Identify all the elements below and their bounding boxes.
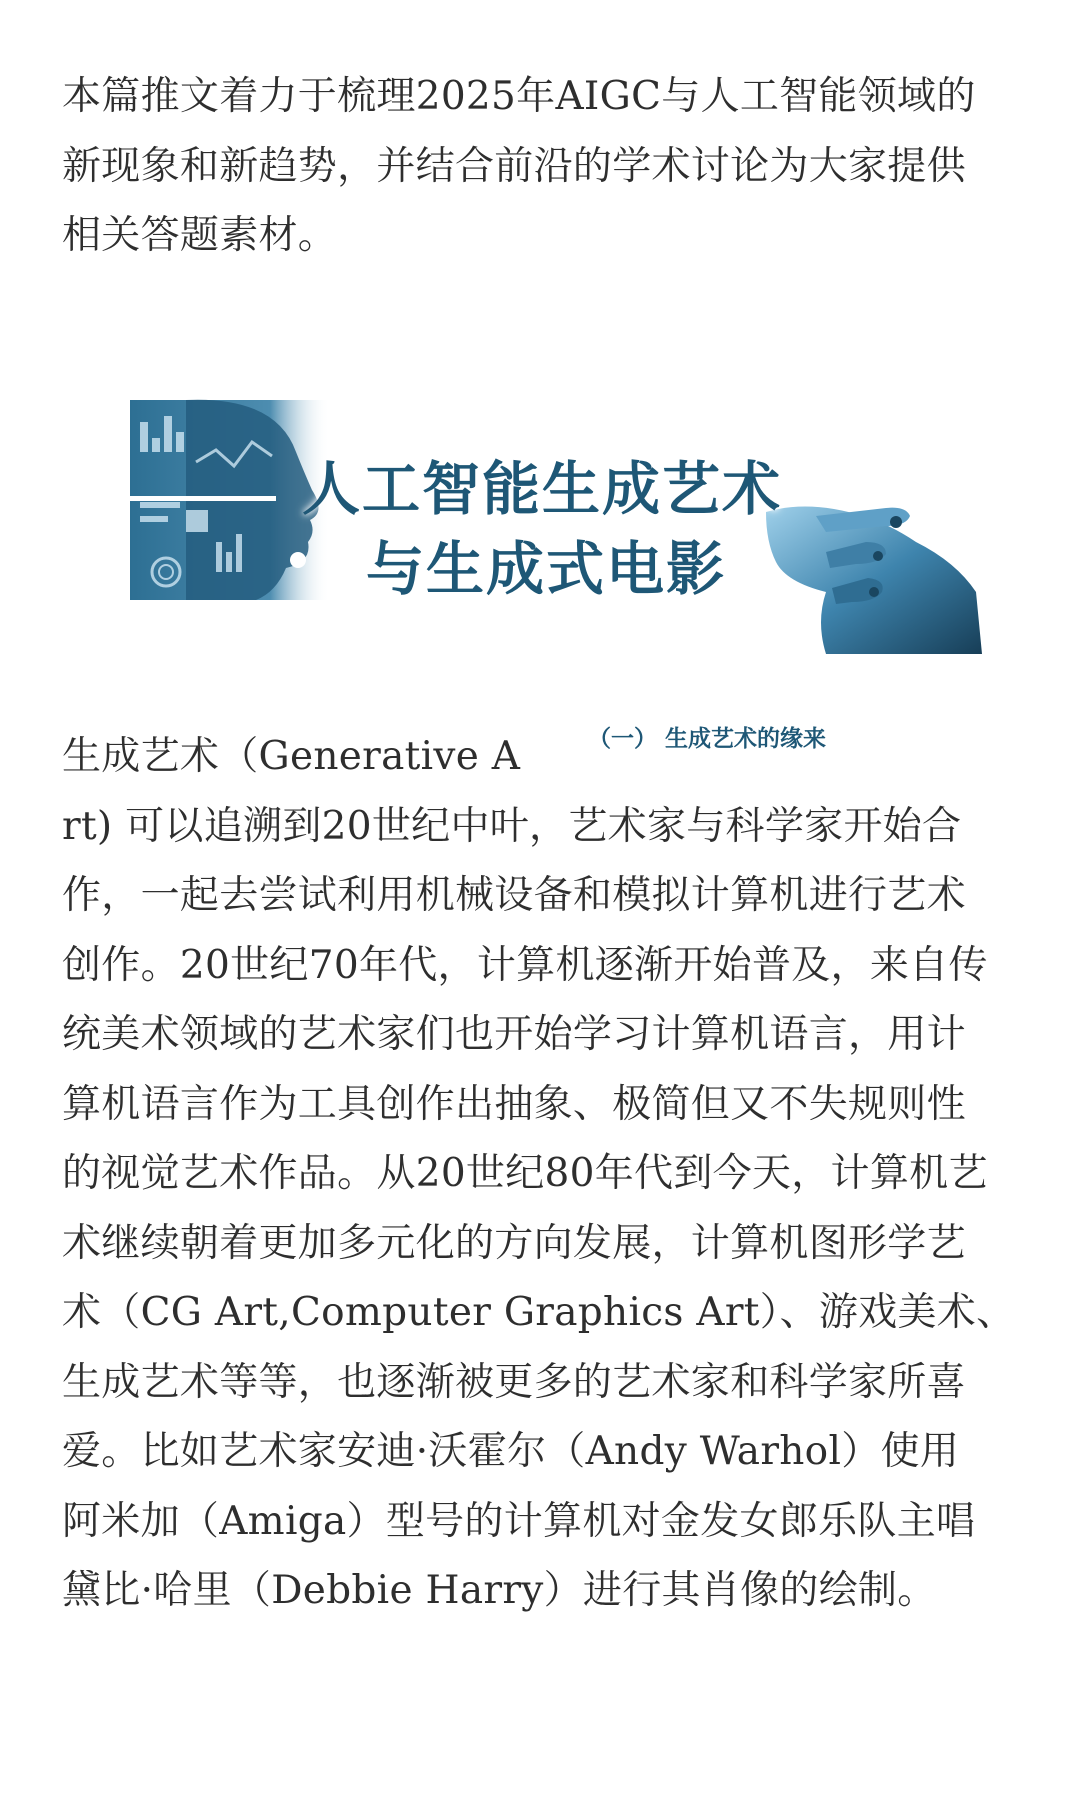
section-heading: （一） 生成艺术的缘来: [588, 725, 827, 752]
body-line: 术（CG Art,Computer Graphics Art）、游戏美术、: [62, 1290, 1016, 1335]
body-line: 算机语言作为工具创作出抽象、极简但又不失规则性: [62, 1081, 966, 1127]
body-paragraph: [62, 722, 1022, 1626]
body-line: 术继续朝着更加多元化的方向发展，计算机图形学艺: [62, 1220, 966, 1266]
intro-paragraph: [62, 62, 1022, 271]
body-line: 爱。比如艺术家安迪·沃霍尔（Andy Warhol）使用: [62, 1429, 960, 1474]
intro-line: 本篇推文着力于梳理2025年AIGC与人工智能领域的: [62, 74, 976, 119]
head-silhouette-icon: [126, 400, 330, 600]
banner-image: [126, 392, 982, 654]
body-line: 生成艺术等等，也逐渐被更多的艺术家和科学家所喜: [62, 1359, 966, 1405]
body-line: 的视觉艺术作品。从20世纪80年代到今天，计算机艺: [62, 1151, 988, 1196]
body-line: 作，一起去尝试利用机械设备和模拟计算机进行艺术: [62, 873, 966, 918]
intro-line: 新现象和新趋势，并结合前沿的学术讨论为大家提供: [62, 143, 966, 189]
body-line: rt) 可以追溯到20世纪中叶，艺术家与科学家开始合: [62, 803, 962, 849]
body-line: 统美术领域的艺术家们也开始学习计算机语言，用计: [62, 1012, 966, 1057]
intro-line: 相关答题素材。: [62, 213, 338, 258]
body-line: 黛比·哈里（Debbie Harry）进行其肖像的绘制。: [62, 1568, 937, 1613]
body-line: 阿米加（Amiga）型号的计算机对金发女郎乐队主唱: [62, 1498, 976, 1544]
body-line: 创作。20世纪70年代，计算机逐渐开始普及，来自传: [62, 942, 988, 988]
banner-title-line1: 人工智能生成艺术: [302, 455, 783, 523]
banner-title-line2: 与生成式电影: [366, 535, 727, 603]
body-line: 生成艺术（Generative A: [62, 734, 521, 779]
